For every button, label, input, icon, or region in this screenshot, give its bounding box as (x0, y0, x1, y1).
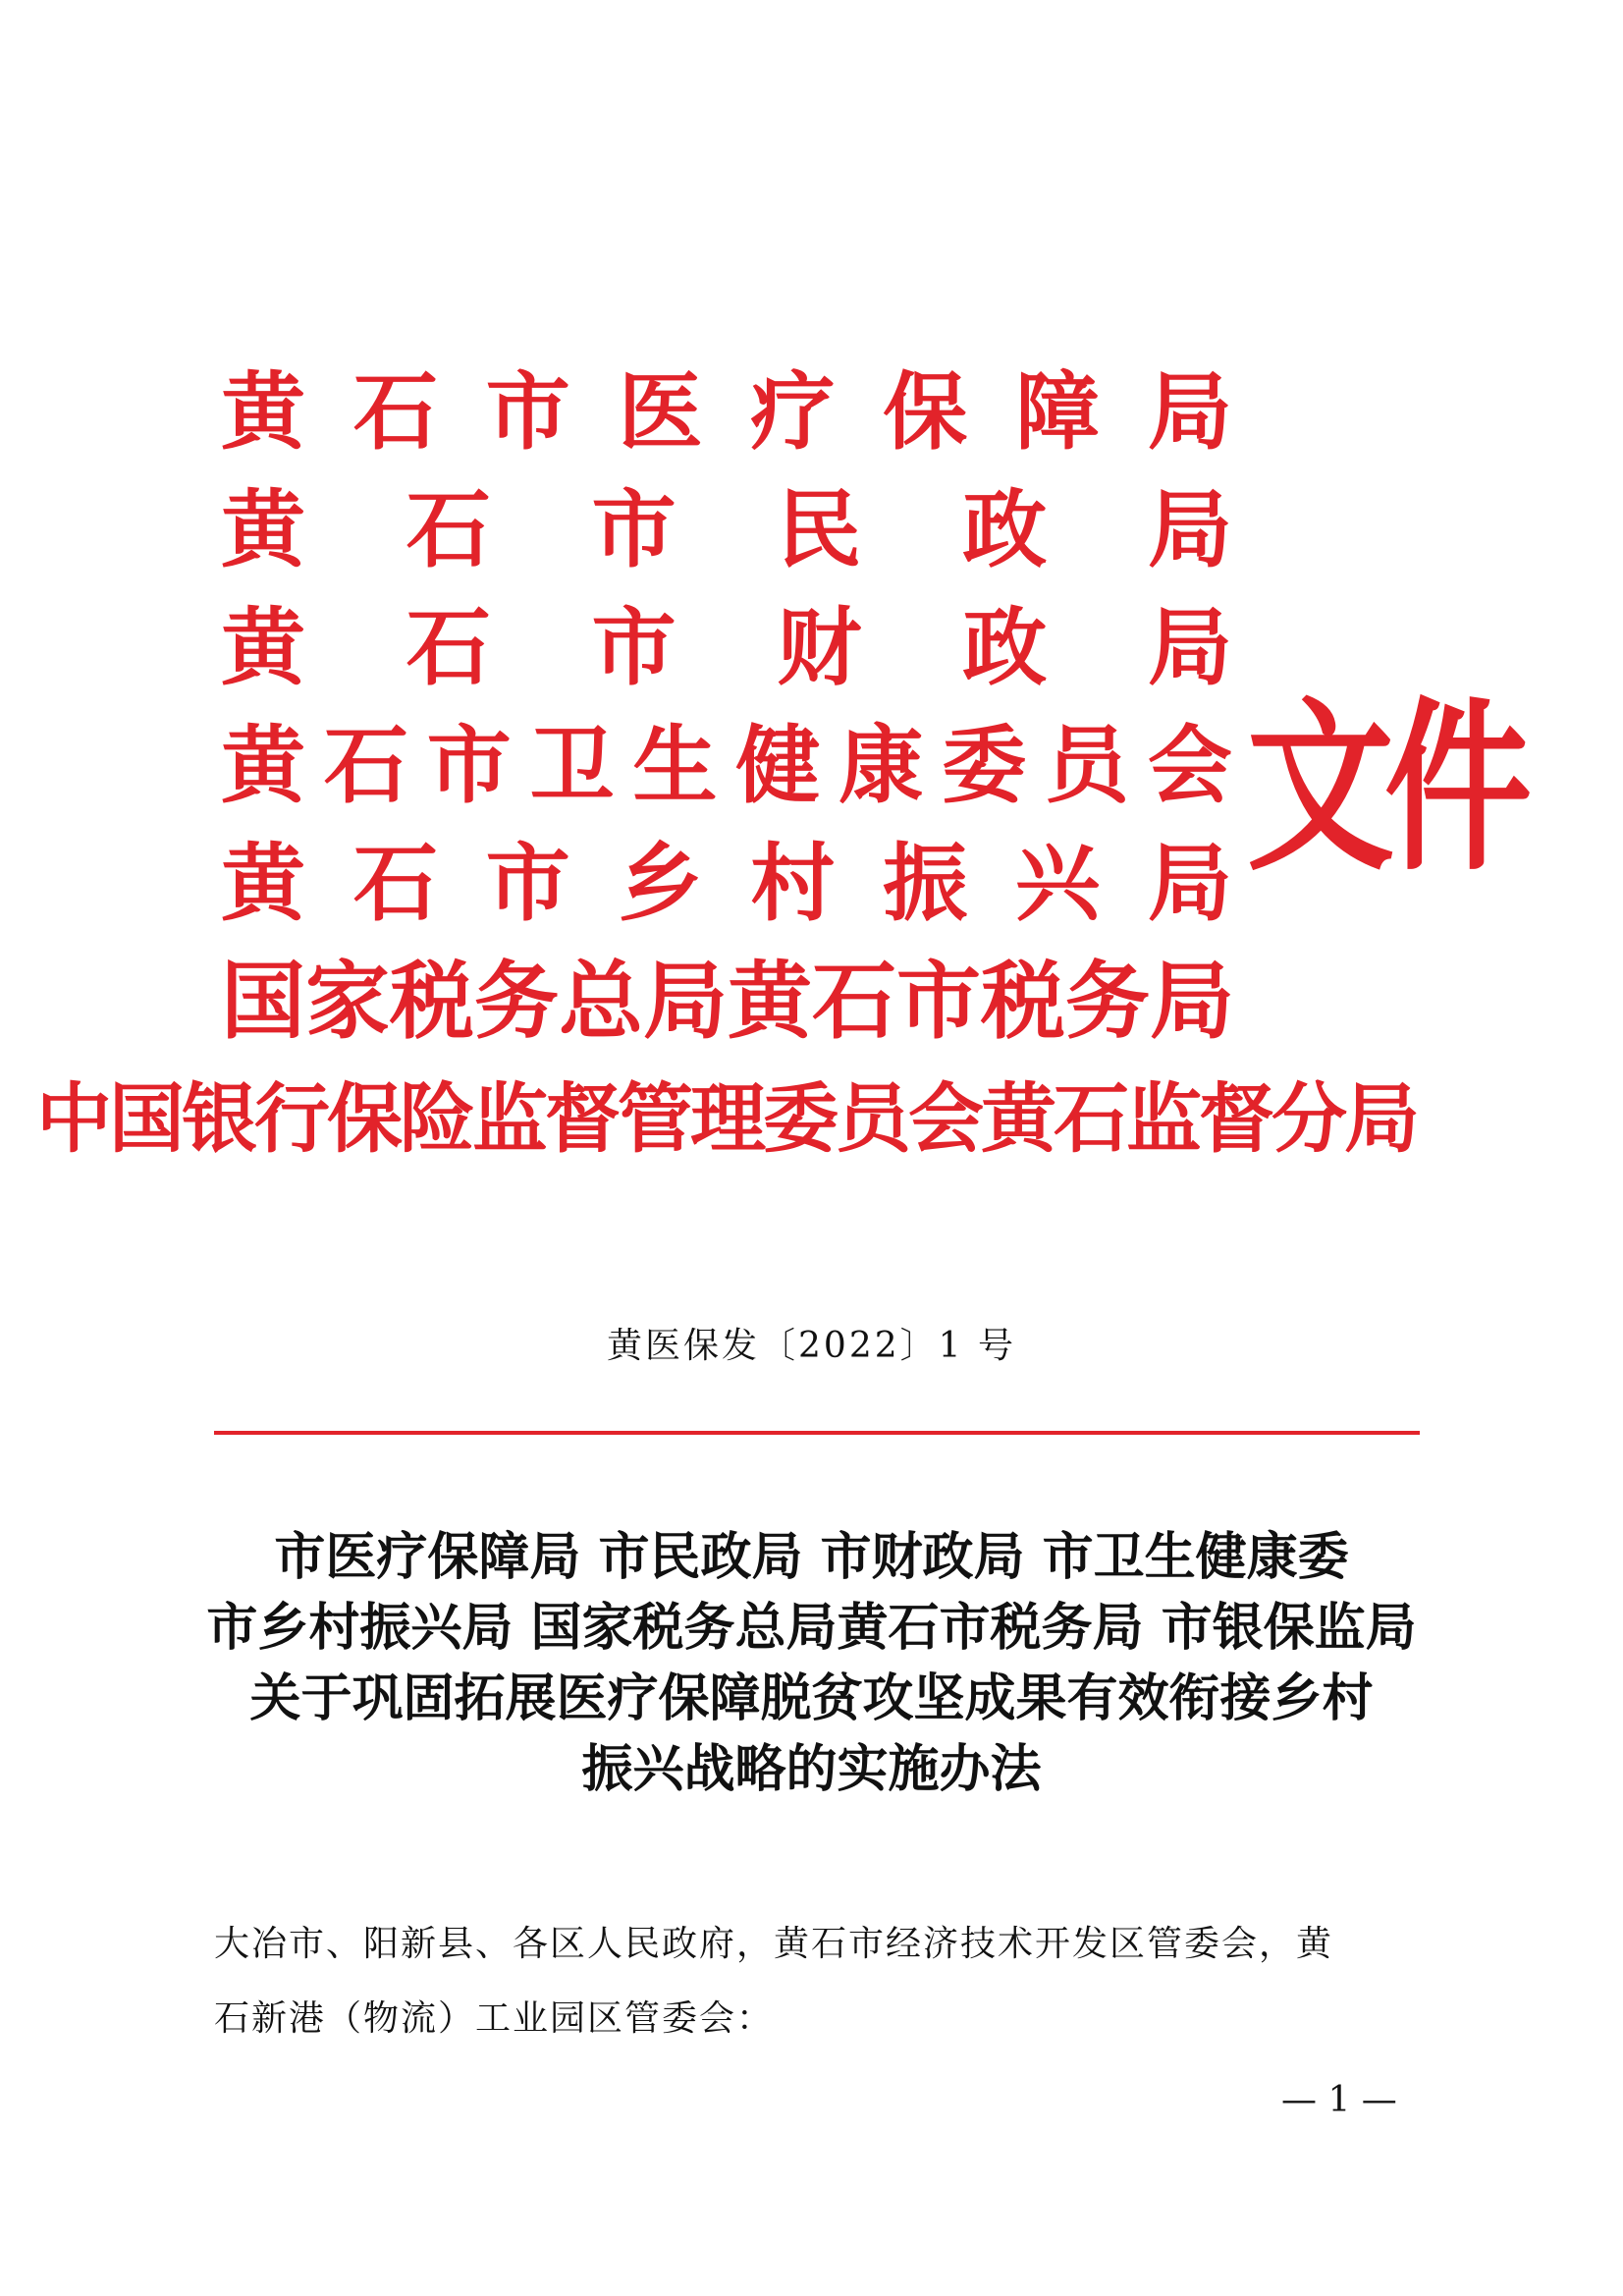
issuer-char: 卫 (529, 716, 615, 815)
title-line: 关于巩固拓展医疗保障脱贫攻坚成果有效衔接乡村 (249, 1668, 1374, 1728)
issuer-char: 局 (1147, 480, 1232, 579)
issuer-char: 石 (406, 598, 491, 697)
issuer-char: 市 (591, 598, 676, 697)
issuer-char: 石 (812, 952, 896, 1051)
issuer-char: 市 (591, 480, 676, 579)
issuer-char: 黄 (221, 834, 305, 933)
issuer-char: 政 (962, 598, 1048, 697)
document-title (0, 1522, 1623, 1805)
issuer-char: 市 (426, 716, 512, 815)
issuer-line-medical-security (221, 354, 1232, 471)
issuer-char: 民 (777, 480, 862, 579)
issuer-char: 黄 (221, 480, 305, 579)
issuer-line-health-commission (221, 707, 1232, 825)
issuer-line-taxation (221, 943, 1232, 1061)
document-number: 黄医保发〔2022〕1 号 (607, 1326, 1016, 1366)
issuer-char: 会 (1147, 716, 1232, 815)
issuer-char: 市 (896, 952, 981, 1051)
issuer-char: 障 (1015, 362, 1101, 462)
page-number: — 1 — (1281, 2080, 1397, 2120)
issuer-char: 石 (352, 362, 438, 462)
addressee-line: 石新港（物流）工业园区管委会： (214, 1998, 775, 2039)
issuer-char: 村 (750, 834, 836, 933)
issuer-char: 黄 (221, 362, 305, 462)
issuer-char: 市 (485, 362, 570, 462)
issuer-char: 税 (390, 952, 474, 1051)
issuer-char: 政 (962, 480, 1048, 579)
issuer-char: 务 (1065, 952, 1150, 1051)
document-type-label: 文件 (1247, 680, 1523, 897)
issuer-char: 黄 (221, 598, 305, 697)
issuer-char: 总 (559, 952, 643, 1051)
title-line: 市乡村振兴局 国家税务总局黄石市税务局 市银保监局 (206, 1598, 1417, 1658)
issuer-char: 医 (618, 362, 703, 462)
issuer-char: 务 (474, 952, 559, 1051)
title-line: 市医疗保障局 市民政局 市财政局 市卫生健康委 (274, 1527, 1349, 1587)
issuer-char: 保 (883, 362, 968, 462)
issuer-char: 市 (485, 834, 570, 933)
issuer-char: 局 (1147, 598, 1232, 697)
issuer-char: 康 (839, 716, 924, 815)
issuer-char: 振 (883, 834, 968, 933)
issuer-char: 局 (1147, 834, 1232, 933)
issuer-char: 家 (305, 952, 390, 1051)
issuer-line-banking-insurance-regulator: 中国银行保险监督管理委员会黄石监督分局 (36, 1075, 1417, 1164)
issuer-char: 委 (942, 716, 1027, 815)
issuer-char: 生 (632, 716, 718, 815)
issuer-char: 兴 (1015, 834, 1101, 933)
issuer-char: 黄 (221, 716, 305, 815)
issuer-char: 局 (1147, 362, 1232, 462)
issuer-char: 国 (221, 952, 305, 1051)
issuer-char: 健 (735, 716, 821, 815)
addressee-salutation (214, 1907, 1422, 2056)
title-line: 振兴战略的实施办法 (581, 1739, 1042, 1799)
issuer-char: 石 (406, 480, 491, 579)
issuer-char: 税 (981, 952, 1065, 1051)
red-separator-line (214, 1431, 1420, 1435)
addressee-line: 大冶市、阳新县、各区人民政府，黄石市经济技术开发区管委会，黄 (214, 1924, 1334, 1964)
issuer-line-civil-affairs (221, 471, 1232, 589)
issuer-char: 黄 (728, 952, 812, 1051)
issuer-char: 乡 (618, 834, 703, 933)
issuer-char: 石 (352, 834, 438, 933)
issuer-char: 局 (643, 952, 728, 1051)
issuer-char: 财 (777, 598, 862, 697)
issuer-char: 员 (1045, 716, 1129, 815)
issuer-char: 石 (323, 716, 408, 815)
issuer-line-finance (221, 589, 1232, 707)
issuer-char: 局 (1150, 952, 1234, 1051)
issuer-line-rural-revitalization (221, 825, 1232, 943)
issuer-char: 疗 (750, 362, 836, 462)
